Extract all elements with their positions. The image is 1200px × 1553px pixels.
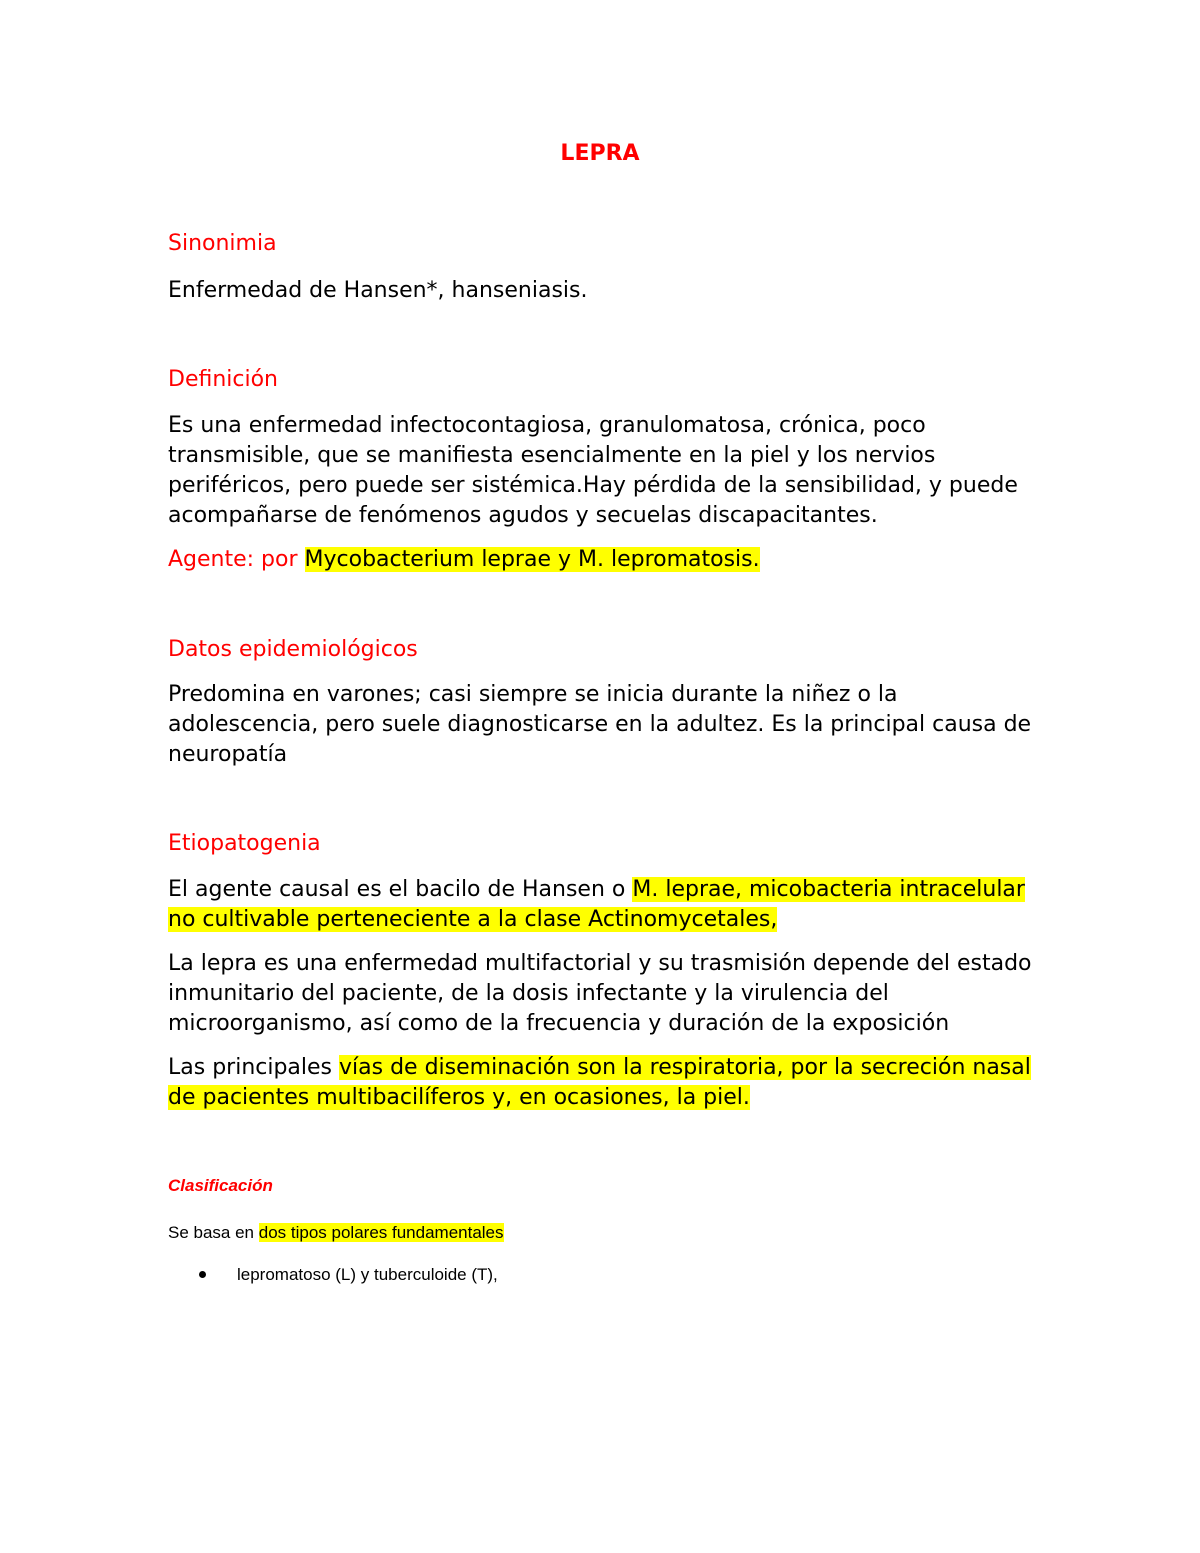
- agente-label: Agente: por: [168, 547, 305, 572]
- etiopatogenia-p2: La lepra es una enfermedad multifactorial y su trasmisión depende del estado inmunitario del paciente, de la dosis infectante y la virulencia del microorganismo, así como de la frecuencia y duración de la exposición: [168, 951, 1032, 1036]
- etiopatogenia-p3: [168, 1053, 1048, 1113]
- list-item-text: lepromatoso (L) y tuberculoide (T),: [237, 1265, 498, 1284]
- agente-highlight: Mycobacterium leprae y M. lepromatosis.: [304, 547, 760, 572]
- clasificacion-text: [168, 1221, 504, 1245]
- etiopatogenia-p3-highlight: vías de diseminación son la respiratoria, por la secreción nasal de pacientes multibacilíferos y, en ocasiones, la piel.: [168, 1055, 1031, 1110]
- document-title: LEPRA: [560, 141, 640, 166]
- etiopatogenia-p1: [168, 875, 1048, 935]
- agente-line: [168, 545, 1048, 575]
- clasificacion-plain: Se basa en: [168, 1223, 259, 1242]
- etiopatogenia-p1-highlight: M. leprae, micobacteria intracelular no cultivable perteneciente a la clase Actinomycetales,: [168, 877, 1025, 932]
- sinonimia-text: Enfermedad de Hansen*, hanseniasis.: [168, 278, 588, 303]
- epidemiologia-text: Predomina en varones; casi siempre se inicia durante la niñez o la adolescencia, pero suele diagnosticarse en la adultez. Es la principal causa de neuropatía: [168, 682, 1032, 767]
- clasificacion-highlight: dos tipos polares fundamentales: [258, 1223, 504, 1242]
- heading-definicion: Definición: [168, 367, 278, 392]
- list-item: [196, 1263, 498, 1287]
- bullet-icon: [199, 1271, 206, 1278]
- heading-epidemiologia: Datos epidemiológicos: [168, 637, 418, 662]
- heading-clasificacion: Clasificación: [168, 1176, 273, 1195]
- heading-sinonimia: Sinonimia: [168, 231, 277, 256]
- etiopatogenia-p1-plain: El agente causal es el bacilo de Hansen o: [168, 877, 633, 902]
- heading-etiopatogenia: Etiopatogenia: [168, 831, 321, 856]
- definicion-text: Es una enfermedad infectocontagiosa, granulomatosa, crónica, poco transmisible, que se manifiesta esencialmente en la piel y los nervios periféricos, pero puede ser sistémica.Hay pérdida de la sensibilidad, y puede acompañarse de fenómenos agudos y secuelas discapacitantes.: [168, 413, 1018, 528]
- clasificacion-bullet-list: [196, 1263, 498, 1287]
- etiopatogenia-p3-plain: Las principales: [168, 1055, 340, 1080]
